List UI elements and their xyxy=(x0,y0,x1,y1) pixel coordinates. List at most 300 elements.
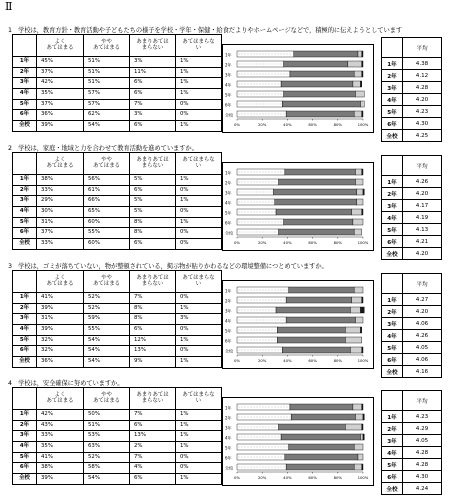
bar-pattern-dot xyxy=(242,437,243,438)
bar-pattern-dot xyxy=(245,447,246,448)
chart-category-label: 1年 xyxy=(225,52,232,58)
chart-bar-segment xyxy=(360,434,363,440)
chart-bar-segment xyxy=(281,81,353,87)
bar-pattern-dot xyxy=(281,104,282,105)
bar-pattern-dot xyxy=(272,84,273,85)
chart-bar-segment xyxy=(291,414,355,420)
bar-pattern-dot xyxy=(284,114,285,115)
grade-label: 4年 xyxy=(13,325,37,336)
chart-bar-segment xyxy=(355,179,363,185)
bar-pattern-dot xyxy=(275,320,276,321)
percent-cell: 54% xyxy=(84,474,130,485)
bar-pattern-dot xyxy=(239,94,240,95)
chart-bar-segment xyxy=(362,404,363,410)
axis-tick-label: 20% xyxy=(257,240,267,245)
bar-pattern-dot xyxy=(239,232,240,233)
chart-category-label: 6年 xyxy=(225,338,232,344)
average-header-row xyxy=(382,156,442,176)
bar-pattern-dot xyxy=(260,437,261,438)
bar-pattern-dot xyxy=(242,94,243,95)
percent-cell: 35% xyxy=(37,89,84,100)
bar-pattern-dot xyxy=(278,417,279,418)
bar-pattern-dot xyxy=(254,350,255,351)
bar-pattern-dot xyxy=(257,290,258,291)
average-row xyxy=(382,130,442,142)
bar-pattern-dot xyxy=(272,310,273,311)
average-row xyxy=(382,318,442,330)
bar-pattern-dot xyxy=(260,350,261,351)
axis-tick-label: 80% xyxy=(333,122,343,127)
bar-pattern-dot xyxy=(242,172,243,173)
percent-cell: 1% xyxy=(176,442,222,453)
bar-pattern-dot xyxy=(272,192,273,193)
bar-pattern-dot xyxy=(242,232,243,233)
chart-bar-segment xyxy=(286,111,354,117)
percent-cell: 5% xyxy=(130,207,176,218)
chart-category-label: 4年 xyxy=(225,200,232,206)
survey-section xyxy=(0,261,461,379)
section-numeral: Ⅱ xyxy=(5,0,13,13)
column-header: やや あてはまる xyxy=(84,388,130,410)
average-value: 4.06 xyxy=(403,354,442,366)
bar-pattern-dot xyxy=(272,212,273,213)
percent-cell: 1% xyxy=(176,410,222,421)
table-row xyxy=(13,207,222,218)
question-title: 1 学校は，教育方針・教育活動や子どもたちの様子を学校・学年・保健・給食だよりやホームページなどで，積極的に伝えようとしています xyxy=(8,27,403,34)
chart-category-label: 3年 xyxy=(225,425,232,431)
chart-category-label: 4年 xyxy=(225,318,232,324)
bar-pattern-dot xyxy=(257,340,258,341)
percent-cell: 54% xyxy=(84,121,130,132)
percent-cell: 65% xyxy=(84,207,130,218)
bar-pattern-dot xyxy=(275,427,276,428)
bar-pattern-dot xyxy=(257,222,258,223)
percent-cell: 43% xyxy=(37,420,84,431)
average-grade: 6年 xyxy=(382,354,403,366)
bar-pattern-dot xyxy=(245,212,246,213)
percent-cell: 7% xyxy=(130,452,176,463)
bar-pattern-dot xyxy=(266,330,267,331)
chart-bar-segment xyxy=(363,414,364,420)
bar-pattern-dot xyxy=(266,222,267,223)
average-value: 4.26 xyxy=(403,176,442,188)
bar-pattern-dot xyxy=(272,437,273,438)
chart-category-label: 全校 xyxy=(225,465,233,471)
chart-bar-segment xyxy=(284,61,348,67)
bar-pattern-dot xyxy=(245,290,246,291)
chart-bar-segment xyxy=(355,91,364,97)
bar-pattern-dot xyxy=(266,94,267,95)
bar-pattern-dot xyxy=(272,300,273,301)
percent-cell: 0% xyxy=(176,228,222,239)
chart-category-label: 5年 xyxy=(225,328,232,334)
average-row xyxy=(382,212,442,224)
axis-tick-label: 0% xyxy=(233,475,241,480)
percent-cell: 12% xyxy=(130,335,176,346)
table-row xyxy=(13,463,222,474)
average-value: 4.13 xyxy=(403,224,442,236)
average-value: 4.20 xyxy=(403,306,442,318)
chart-category-label: 全校 xyxy=(225,112,233,118)
bar-pattern-dot xyxy=(263,467,264,468)
bar-pattern-dot xyxy=(257,114,258,115)
bar-pattern-dot xyxy=(272,232,273,233)
chart-bar-segment xyxy=(277,327,345,333)
bar-pattern-dot xyxy=(269,104,270,105)
bar-pattern-dot xyxy=(263,114,264,115)
bar-pattern-dot xyxy=(281,467,282,468)
column-header: あてはまらな い xyxy=(176,271,222,293)
table-row xyxy=(13,452,222,463)
bar-pattern-dot xyxy=(281,94,282,95)
bar-pattern-dot xyxy=(239,427,240,428)
percent-cell: 31% xyxy=(37,217,84,228)
bar-pattern-dot xyxy=(260,84,261,85)
bar-pattern-dot xyxy=(266,74,267,75)
chart-bar-segment xyxy=(362,169,363,175)
chart-bar-segment xyxy=(345,337,361,343)
percent-cell: 6% xyxy=(130,78,176,89)
bar-pattern-dot xyxy=(287,74,288,75)
bar-pattern-dot xyxy=(260,114,261,115)
grade-label: 2年 xyxy=(13,185,37,196)
axis-tick-label: 40% xyxy=(283,240,292,245)
bar-pattern-dot xyxy=(257,330,258,331)
chart-bar-segment xyxy=(282,347,350,353)
bar-pattern-dot xyxy=(248,340,249,341)
bar-pattern-dot xyxy=(275,330,276,331)
bar-pattern-dot xyxy=(275,172,276,173)
bar-pattern-dot xyxy=(251,64,252,65)
bar-pattern-dot xyxy=(248,94,249,95)
average-grade: 5年 xyxy=(382,224,403,236)
percent-cell: 7% xyxy=(130,99,176,110)
bar-pattern-dot xyxy=(278,172,279,173)
column-header: よく あてはまる xyxy=(37,271,84,293)
chart-bar-segment xyxy=(363,189,364,195)
grade-label: 4年 xyxy=(13,442,37,453)
chart-bar-segment xyxy=(354,464,362,470)
bar-pattern-dot xyxy=(263,290,264,291)
grade-label: 4年 xyxy=(13,207,37,218)
percent-cell: 62% xyxy=(84,110,130,121)
average-header: 平均 xyxy=(403,391,442,411)
bar-pattern-dot xyxy=(248,212,249,213)
bar-pattern-dot xyxy=(254,182,255,183)
bar-pattern-dot xyxy=(239,84,240,85)
percent-cell: 33% xyxy=(37,431,84,442)
axis-tick-label: 40% xyxy=(283,475,292,480)
bar-pattern-dot xyxy=(251,222,252,223)
percent-cell: 61% xyxy=(84,185,130,196)
bar-pattern-dot xyxy=(251,447,252,448)
bar-pattern-dot xyxy=(269,407,270,408)
bar-pattern-dot xyxy=(254,212,255,213)
bar-pattern-dot xyxy=(281,114,282,115)
bar-pattern-dot xyxy=(239,330,240,331)
bar-pattern-dot xyxy=(275,437,276,438)
bar-pattern-dot xyxy=(260,74,261,75)
bar-pattern-dot xyxy=(251,417,252,418)
bar-pattern-dot xyxy=(251,320,252,321)
bar-pattern-dot xyxy=(239,172,240,173)
percent-cell: 54% xyxy=(84,335,130,346)
chart-bar-segment xyxy=(279,179,356,185)
bar-pattern-dot xyxy=(266,417,267,418)
percent-cell: 54% xyxy=(84,357,130,368)
chart-bar-segment xyxy=(362,61,363,67)
table-row xyxy=(13,185,222,196)
percent-cell: 1% xyxy=(176,196,222,207)
percent-cell: 54% xyxy=(84,346,130,357)
bar-pattern-dot xyxy=(239,417,240,418)
bar-pattern-dot xyxy=(272,447,273,448)
column-header: あまりあては まらない xyxy=(130,388,176,410)
bar-pattern-dot xyxy=(278,222,279,223)
chart-bar-segment xyxy=(353,81,361,87)
percent-cell: 1% xyxy=(176,217,222,228)
bar-pattern-dot xyxy=(248,64,249,65)
percent-cell: 1% xyxy=(176,357,222,368)
percent-cell: 66% xyxy=(84,196,130,207)
bar-pattern-dot xyxy=(239,54,240,55)
bar-pattern-dot xyxy=(278,64,279,65)
bar-pattern-dot xyxy=(263,330,264,331)
bar-pattern-dot xyxy=(239,212,240,213)
bar-pattern-dot xyxy=(254,172,255,173)
percent-cell: 59% xyxy=(84,314,130,325)
bar-pattern-dot xyxy=(254,340,255,341)
bar-pattern-dot xyxy=(248,330,249,331)
grade-label: 6年 xyxy=(13,228,37,239)
average-value: 4.38 xyxy=(403,58,442,70)
bar-pattern-dot xyxy=(248,192,249,193)
bar-pattern-dot xyxy=(251,202,252,203)
percent-cell: 39% xyxy=(37,303,84,314)
bar-pattern-dot xyxy=(254,114,255,115)
bar-pattern-dot xyxy=(263,457,264,458)
bar-pattern-dot xyxy=(263,320,264,321)
axis-tick-label: 100% xyxy=(357,475,369,480)
axis-tick-label: 60% xyxy=(308,358,317,363)
chart-category-label: 6年 xyxy=(225,455,232,461)
percent-cell: 8% xyxy=(130,217,176,228)
axis-tick-label: 80% xyxy=(333,358,343,363)
percent-cell: 37% xyxy=(37,99,84,110)
average-row xyxy=(382,58,442,70)
chart-bar-segment xyxy=(354,229,362,235)
percent-cell: 33% xyxy=(37,239,84,250)
chart-category-label: 6年 xyxy=(225,102,232,108)
bar-pattern-dot xyxy=(257,172,258,173)
axis-tick-label: 100% xyxy=(357,358,369,363)
bar-pattern-dot xyxy=(242,447,243,448)
average-grade: 4年 xyxy=(382,447,403,459)
chart-bar-segment xyxy=(354,287,363,293)
bar-pattern-dot xyxy=(248,417,249,418)
column-header: やや あてはまる xyxy=(84,271,130,293)
bar-pattern-dot xyxy=(248,202,249,203)
average-row xyxy=(382,459,442,471)
average-row xyxy=(382,483,442,495)
bar-pattern-dot xyxy=(281,407,282,408)
axis-tick-label: 20% xyxy=(257,122,267,127)
chart-bar-segment xyxy=(350,347,361,353)
chart-bar-segment xyxy=(350,307,360,313)
stacked-bar-chart xyxy=(222,397,374,486)
average-grade: 3年 xyxy=(382,435,403,447)
bar-pattern-dot xyxy=(275,54,276,55)
grade-label: 6年 xyxy=(13,463,37,474)
percent-cell: 6% xyxy=(130,239,176,250)
table-row xyxy=(13,442,222,453)
bar-pattern-dot xyxy=(275,74,276,75)
average-row xyxy=(382,106,442,118)
percent-cell: 0% xyxy=(176,293,222,304)
bar-pattern-dot xyxy=(254,300,255,301)
bar-pattern-dot xyxy=(251,192,252,193)
bar-pattern-dot xyxy=(287,54,288,55)
chart-bar-segment xyxy=(275,199,357,205)
percent-cell: 63% xyxy=(84,442,130,453)
bar-pattern-dot xyxy=(263,232,264,233)
bar-pattern-dot xyxy=(251,350,252,351)
chart-bar-segment xyxy=(274,189,357,195)
average-grade: 4年 xyxy=(382,212,403,224)
survey-section xyxy=(0,378,461,496)
column-header: よく あてはまる xyxy=(37,35,84,57)
bar-pattern-dot xyxy=(242,54,243,55)
bar-pattern-dot xyxy=(242,330,243,331)
chart-bar-segment xyxy=(362,71,363,77)
bar-pattern-dot xyxy=(254,54,255,55)
bar-pattern-dot xyxy=(275,467,276,468)
bar-pattern-dot xyxy=(284,54,285,55)
bar-pattern-dot xyxy=(251,427,252,428)
response-table xyxy=(12,387,222,485)
bar-pattern-dot xyxy=(266,467,267,468)
bar-pattern-dot xyxy=(275,300,276,301)
bar-pattern-dot xyxy=(242,467,243,468)
percent-cell: 13% xyxy=(130,431,176,442)
chart-bar-segment xyxy=(362,297,363,303)
bar-pattern-dot xyxy=(260,447,261,448)
bar-pattern-dot xyxy=(269,192,270,193)
table-row xyxy=(13,110,222,121)
bar-pattern-dot xyxy=(242,114,243,115)
chart-bar-segment xyxy=(237,307,276,313)
chart-bar-segment xyxy=(289,444,355,450)
bar-pattern-dot xyxy=(263,74,264,75)
average-header-row xyxy=(382,38,442,58)
percent-cell: 0% xyxy=(176,207,222,218)
bar-pattern-dot xyxy=(272,407,273,408)
average-value: 4.24 xyxy=(403,483,442,495)
chart-bar-segment xyxy=(237,464,286,470)
bar-pattern-dot xyxy=(257,320,258,321)
chart-category-label: 5年 xyxy=(225,445,232,451)
bar-pattern-dot xyxy=(257,212,258,213)
average-grade: 3年 xyxy=(382,318,403,330)
bar-pattern-dot xyxy=(266,320,267,321)
chart-bar-segment xyxy=(277,337,345,343)
bar-pattern-dot xyxy=(239,182,240,183)
bar-pattern-dot xyxy=(260,202,261,203)
bar-pattern-dot xyxy=(260,320,261,321)
bar-pattern-dot xyxy=(245,320,246,321)
column-header: あてはまらな い xyxy=(176,153,222,175)
chart-bar-segment xyxy=(276,307,350,313)
bar-pattern-dot xyxy=(239,64,240,65)
bar-pattern-dot xyxy=(275,340,276,341)
percent-cell: 38% xyxy=(37,463,84,474)
percent-cell: 39% xyxy=(37,121,84,132)
average-value: 4.19 xyxy=(403,212,442,224)
average-header-row xyxy=(382,391,442,411)
bar-pattern-dot xyxy=(278,74,279,75)
bar-pattern-dot xyxy=(245,427,246,428)
stacked-bar-chart xyxy=(222,44,374,133)
percent-cell: 4% xyxy=(130,463,176,474)
bar-pattern-dot xyxy=(281,222,282,223)
average-row xyxy=(382,224,442,236)
bar-pattern-dot xyxy=(266,457,267,458)
bar-pattern-dot xyxy=(242,427,243,428)
chart-bar-segment xyxy=(362,464,363,470)
chart-category-label: 2年 xyxy=(225,415,232,421)
bar-pattern-dot xyxy=(251,54,252,55)
table-row xyxy=(13,335,222,346)
bar-pattern-dot xyxy=(269,437,270,438)
table-row xyxy=(13,293,222,304)
grade-label: 5年 xyxy=(13,99,37,110)
average-value: 4.05 xyxy=(403,342,442,354)
bar-pattern-dot xyxy=(272,467,273,468)
column-header: あまりあては まらない xyxy=(130,271,176,293)
chart-svg xyxy=(223,163,373,250)
chart-bar-segment xyxy=(345,327,360,333)
average-grade: 2年 xyxy=(382,423,403,435)
percent-cell: 8% xyxy=(130,228,176,239)
chart-bar-segment xyxy=(362,111,363,117)
percent-cell: 1% xyxy=(176,121,222,132)
percent-cell: 52% xyxy=(84,303,130,314)
chart-bar-segment xyxy=(284,219,353,225)
survey-section xyxy=(0,25,461,143)
bar-pattern-dot xyxy=(242,350,243,351)
bar-pattern-dot xyxy=(272,330,273,331)
header-row xyxy=(13,35,222,57)
bar-pattern-dot xyxy=(248,407,249,408)
average-grade: 5年 xyxy=(382,459,403,471)
bar-pattern-dot xyxy=(251,104,252,105)
bar-pattern-dot xyxy=(269,340,270,341)
average-value: 4.28 xyxy=(403,447,442,459)
bar-pattern-dot xyxy=(275,182,276,183)
percent-cell: 0% xyxy=(176,346,222,357)
chart-svg xyxy=(223,45,373,132)
axis-tick-label: 80% xyxy=(333,475,343,480)
bar-pattern-dot xyxy=(239,202,240,203)
chart-bar-segment xyxy=(360,101,364,107)
average-value: 4.28 xyxy=(403,459,442,471)
bar-pattern-dot xyxy=(248,457,249,458)
bar-pattern-dot xyxy=(275,457,276,458)
bar-pattern-dot xyxy=(242,74,243,75)
survey-section xyxy=(0,143,461,261)
bar-pattern-dot xyxy=(245,340,246,341)
percent-cell: 41% xyxy=(37,452,84,463)
